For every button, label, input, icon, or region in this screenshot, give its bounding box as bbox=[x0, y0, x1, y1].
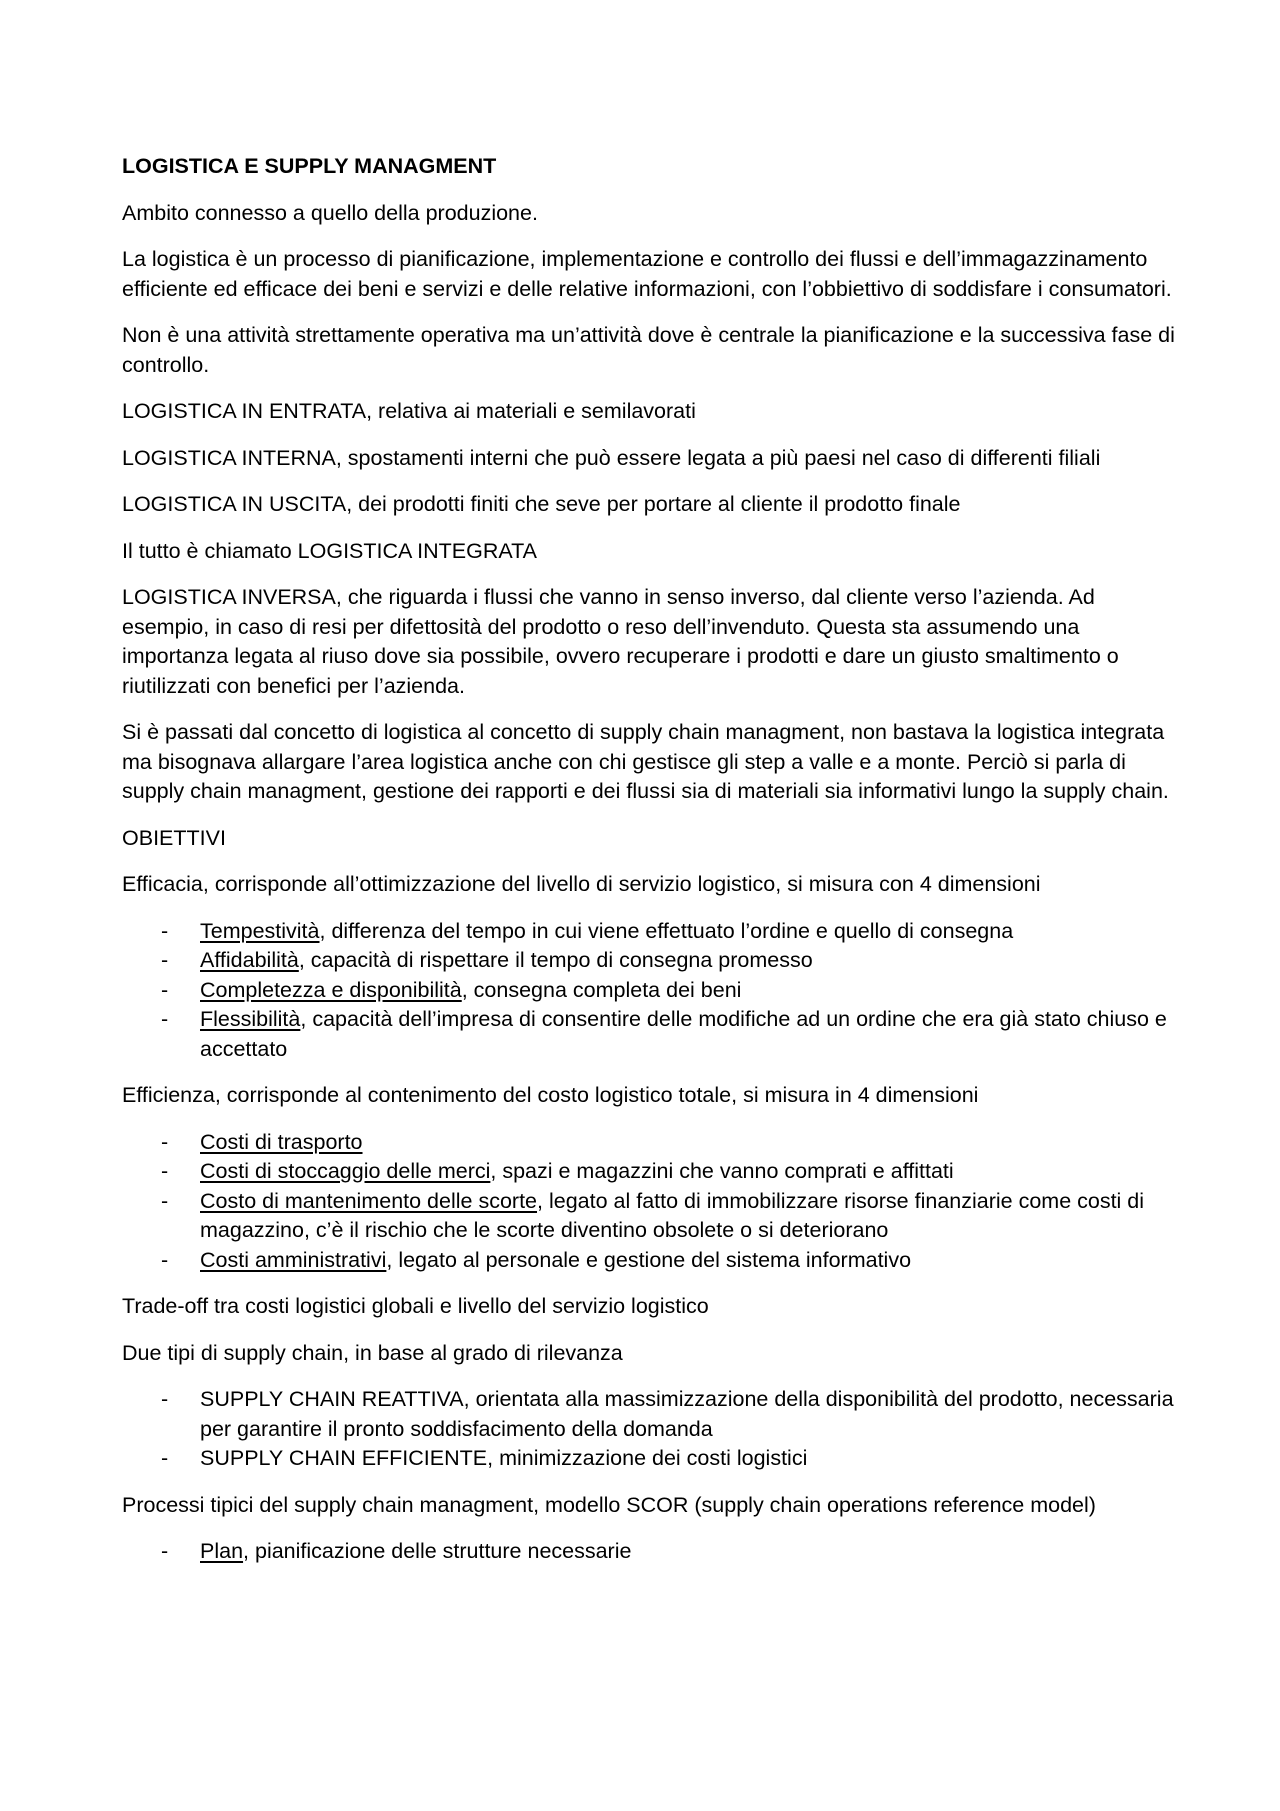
list-item bbox=[122, 1157, 1182, 1187]
list-item-text: , legato al fatto di immobilizzare risorse finanziarie come costi di magazzino, c’è il rischio che le scorte diventino obsolete o si deteriorano bbox=[200, 1188, 1145, 1242]
list-item-term: Affidabilità bbox=[200, 948, 299, 972]
paragraph: Non è una attività strettamente operativa ma un’attività dove è centrale la pianificazione e la successiva fase di controllo. bbox=[122, 323, 1175, 377]
list-item-term: Completezza e disponibilità bbox=[200, 977, 462, 1002]
list-item-text: , pianificazione delle strutture necessarie bbox=[243, 1539, 632, 1563]
paragraph: LOGISTICA INTERNA, spostamenti interni che può essere legata a più paesi nel caso di differenti filiali bbox=[122, 445, 1101, 470]
paragraph: LOGISTICA INVERSA, che riguarda i flussi che vanno in senso inverso, dal cliente verso l’azienda. Ad esempio, in caso di resi per difettosità del prodotto o reso dell’invenduto. Questa sta assumendo una importanza legata al riuso dove sia possibile, ovvero recuperare i prodotti e dare un giusto smaltimento o riutilizzati con benefici per l’azienda. bbox=[122, 585, 1119, 698]
section-heading-obiettivi: OBIETTIVI bbox=[122, 825, 226, 850]
list-item-term: Costi di trasporto bbox=[200, 1129, 363, 1154]
list-item-text: , consegna completa dei beni bbox=[461, 977, 742, 1002]
list-item bbox=[122, 1128, 1182, 1158]
list-item bbox=[122, 946, 1182, 976]
list-item-term: Plan bbox=[200, 1539, 244, 1563]
list-item-text: , differenza del tempo in cui viene effettuato l’ordine e quello di consegna bbox=[319, 918, 1014, 943]
list-item: - SUPPLY CHAIN REATTIVA, orientata alla massimizzazione della disponibilità del prodotto, necessaria per garantire il pronto soddisfacimento della domanda bbox=[122, 1385, 1182, 1444]
list-item-term: Tempestività bbox=[200, 918, 320, 943]
paragraph: Efficienza, corrisponde al contenimento del costo logistico totale, si misura in 4 dimensioni bbox=[122, 1083, 979, 1107]
list-item-text: , capacità dell’impresa di consentire delle modifiche ad un ordine che era già stato chiuso e accettato bbox=[200, 1007, 1167, 1061]
list-item-term: Costo di mantenimento delle scorte bbox=[200, 1188, 538, 1213]
list-item-term: Flessibilità bbox=[200, 1007, 301, 1031]
list-item bbox=[122, 1537, 1182, 1567]
list-item-text: , legato al personale e gestione del sistema informativo bbox=[386, 1247, 912, 1272]
list-item bbox=[122, 917, 1182, 947]
list-item-text: , capacità di rispettare il tempo di consegna promesso bbox=[298, 948, 813, 972]
paragraph: Processi tipici del supply chain managment, modello SCOR (supply chain operations reference model) bbox=[122, 1492, 1096, 1517]
paragraph: Efficacia, corrisponde all’ottimizzazione del livello di servizio logistico, si misura con 4 dimensioni bbox=[122, 872, 1041, 896]
supply-chain-types-list bbox=[122, 1385, 1182, 1474]
paragraph: LOGISTICA IN ENTRATA, relativa ai materiali e semilavorati bbox=[122, 399, 696, 423]
list-item-text: , spazi e magazzini che vanno comprati e affittati bbox=[490, 1159, 954, 1183]
paragraph: Due tipi di supply chain, in base al grado di rilevanza bbox=[122, 1340, 623, 1365]
efficacia-list bbox=[122, 917, 1182, 1065]
document-title: LOGISTICA E SUPPLY MANAGMENT bbox=[122, 154, 497, 178]
paragraph: Trade-off tra costi logistici globali e livello del servizio logistico bbox=[122, 1294, 709, 1318]
list-item bbox=[122, 976, 1182, 1006]
paragraph: Ambito connesso a quello della produzione. bbox=[122, 200, 538, 225]
document-page bbox=[122, 152, 1182, 1584]
list-item-term: Costi di stoccaggio delle merci bbox=[200, 1159, 491, 1183]
efficienza-list bbox=[122, 1128, 1182, 1276]
list-item bbox=[122, 1005, 1182, 1064]
list-item-term: Costi amministrativi bbox=[200, 1247, 387, 1272]
list-item: - SUPPLY CHAIN EFFICIENTE, minimizzazione dei costi logistici bbox=[122, 1444, 1182, 1474]
paragraph: Il tutto è chiamato LOGISTICA INTEGRATA bbox=[122, 538, 537, 563]
paragraph: La logistica è un processo di pianificazione, implementazione e controllo dei flussi e dell’immagazzinamento efficiente ed efficace dei beni e servizi e delle relative informazioni, con l’obbiettivo di soddisfare i consumatori. bbox=[122, 247, 1172, 301]
list-item bbox=[122, 1246, 1182, 1276]
paragraph: Si è passati dal concetto di logistica al concetto di supply chain managment, non bastava la logistica integrata ma bisognava allargare l’area logistica anche con chi gestisce gli step a valle e a monte. Perciò si parla di supply chain managment, gestione dei rapporti e dei flussi sia di materiali sia informativi lungo la supply chain. bbox=[122, 720, 1169, 803]
scor-process-list bbox=[122, 1537, 1182, 1567]
list-item bbox=[122, 1187, 1182, 1246]
paragraph: LOGISTICA IN USCITA, dei prodotti finiti che seve per portare al cliente il prodotto finale bbox=[122, 492, 961, 516]
